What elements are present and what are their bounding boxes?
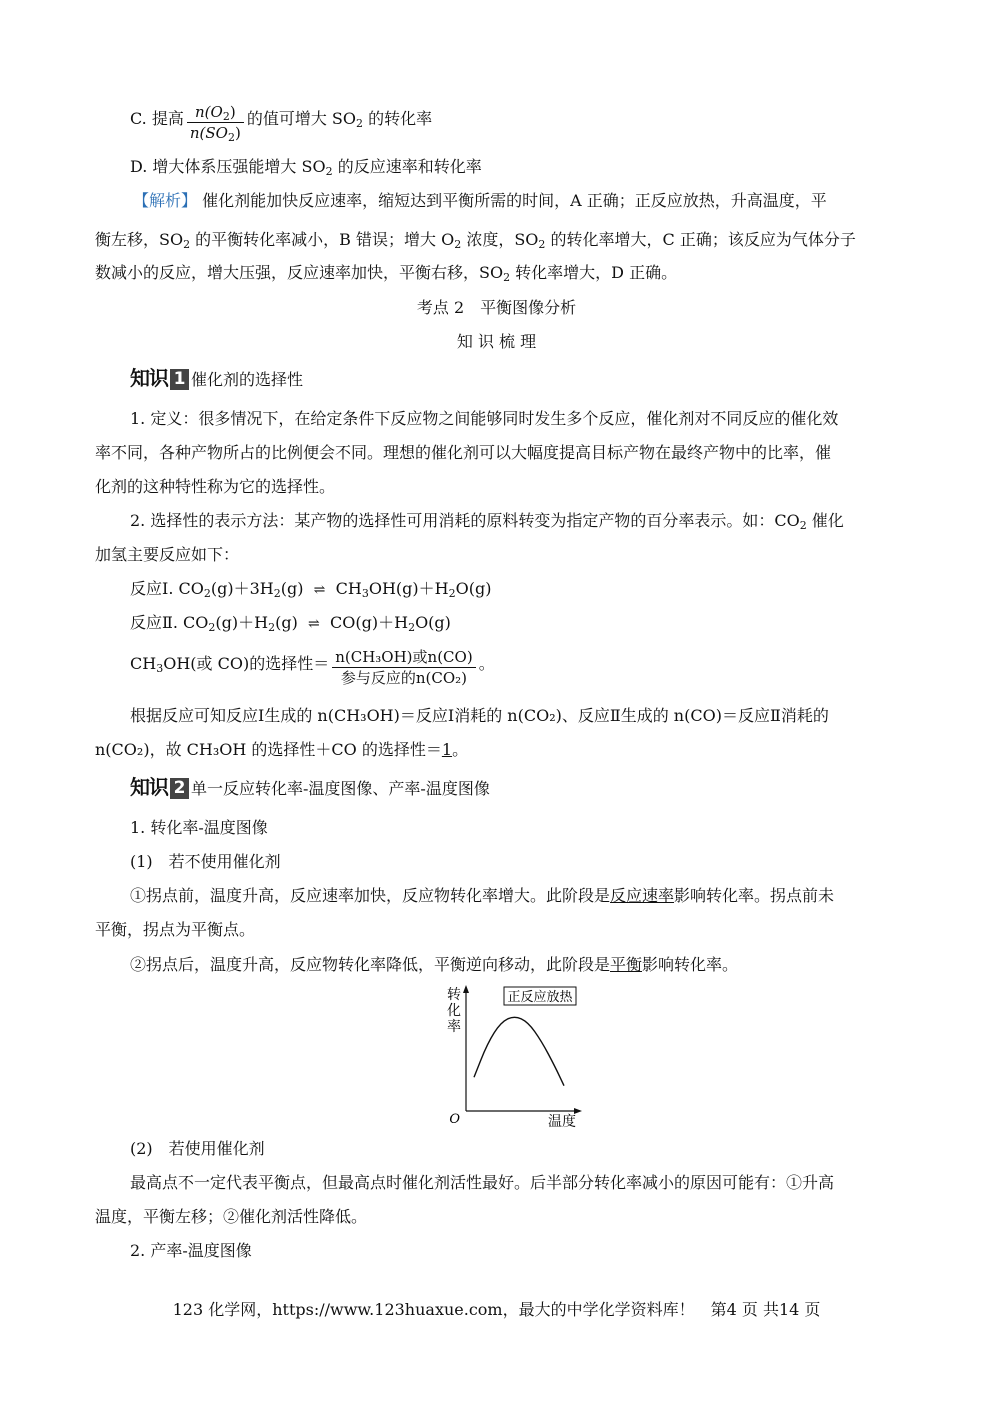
- x-axis-label: 温度: [548, 1114, 576, 1129]
- k1-p1-line-3: 化剂的这种特性称为它的选择性。: [95, 477, 336, 496]
- section-subtitle: 知 识 梳 理: [456, 332, 537, 351]
- k1-p1-line-1: 1. 定义：很多情况下，在给定条件下反应物之间能够同时发生多个反应，催化剂对不同反应的催化效: [130, 409, 839, 428]
- reaction-1: 反应Ⅰ. $CO_2(g)+3H_2(g)$ ⇌ $CH_3OH(g)+H_2O(g)$: [130, 579, 492, 600]
- fraction-numerator: $n(O_2)$: [187, 103, 244, 123]
- blank-equilibrium: 平衡: [610, 955, 643, 974]
- k2-s2: 2. 产率-温度图像: [130, 1241, 252, 1260]
- conversion-temperature-chart: [440, 983, 590, 1129]
- knowledge-badge-text: 知识: [130, 775, 168, 799]
- y-axis-label-1: 转: [447, 987, 461, 1003]
- series-line: [474, 1017, 564, 1085]
- option-c: C. 提高 $\frac{n(O_2)}{n(SO_2)}$ 的值可增大 $SO_2$ 的转化率: [130, 103, 433, 144]
- fraction-denominator: $n(SO_2)$: [189, 124, 241, 144]
- section-title: 考点 2 平衡图像分析: [416, 298, 577, 317]
- option-c-prefix: C. 提高: [130, 109, 184, 128]
- k1-p2-line-1: 2. 选择性的表示方法：某产物的选择性可用消耗的原料转变为指定产物的百分率表示。如：$CO_2$ 催化: [130, 511, 844, 532]
- analysis-line-2: 衡左移，$SO_2$ 的平衡转化率减小，B 错误；增大 $O_2$ 浓度，$SO_2$ 的转化率增大，C 正确；该反应为气体分子: [95, 230, 856, 251]
- blank-reaction-rate: 反应速率: [610, 886, 675, 905]
- selectivity-formula: $CH_3OH$(或 CO)的选择性＝ $\frac{\text{n(CH₃OH)或n(CO)}}{\text{参与反应的n(CO₂)}}$ 。: [130, 648, 495, 687]
- fraction-o2-so2: [187, 103, 244, 142]
- k2-s1-2: (2) 若使用催化剂: [130, 1139, 265, 1158]
- annotation-label: 正反应放热: [507, 990, 573, 1005]
- analysis-line-3: 数减小的反应，增大压强，反应速率加快，平衡右移，$SO_2$ 转化率增大，D 正确。: [95, 263, 678, 284]
- k2-c2: ②拐点后，温度升高，反应物转化率降低，平衡逆向移动，此阶段是平衡影响转化率。: [130, 955, 739, 974]
- knowledge-1-heading: [130, 366, 303, 390]
- option-c-suffix: 的值可增大 SO: [246, 109, 356, 128]
- knowledge-2-title: 单一反应转化率-温度图像、产率-温度图像: [191, 779, 490, 798]
- answer-blank: 1: [441, 740, 453, 759]
- k2-c1-line-2: 平衡，拐点为平衡点。: [95, 920, 256, 939]
- reaction-2: 反应Ⅱ. $CO_2(g)+H_2(g)$ ⇌ $CO(g)+H_2O(g)$: [130, 613, 451, 634]
- selectivity-denominator: 参与反应的n(CO₂): [340, 669, 468, 687]
- equilibrium-arrow-icon: ⇌: [308, 616, 320, 632]
- analysis-line-1: 【解析】 催化剂能加快反应速率，缩短达到平衡所需的时间，A 正确；正反应放热，升高温度，平: [133, 191, 827, 210]
- k2-s1-1: (1) 若不使用催化剂: [130, 852, 281, 871]
- page-footer: 123 化学网，https://www.123huaxue.com，最大的中学化学资料库！ 第4 页 共14 页: [172, 1300, 821, 1319]
- knowledge-badge-number: 2: [170, 778, 189, 799]
- k1-p1-line-2: 率不同，各种产物所占的比例便会不同。理想的催化剂可以大幅度提高目标产物在最终产物中的比率，催: [95, 443, 832, 462]
- k1-p3-line-2: n(CO₂)，故 CH₃OH 的选择性＋CO 的选择性＝1。: [95, 740, 469, 759]
- selectivity-fraction: [332, 648, 475, 687]
- knowledge-badge-number: 1: [170, 369, 189, 390]
- analysis-tag: 【解析】: [133, 191, 198, 210]
- k2-c1-line-1: ①拐点前，温度升高，反应速率加快，反应物转化率增大。此阶段是反应速率影响转化率。拐点前未: [130, 886, 835, 905]
- y-axis-label-3: 率: [447, 1019, 461, 1035]
- k1-p3-line-1: 根据反应可知反应Ⅰ生成的 n(CH₃OH)＝反应Ⅰ消耗的 n(CO₂)、反应Ⅱ生成的 n(CO)＝反应Ⅱ消耗的: [130, 706, 829, 725]
- knowledge-1-title: 催化剂的选择性: [191, 370, 304, 389]
- k2-p-line-1: 最高点不一定代表平衡点，但最高点时催化剂活性最好。后半部分转化率减小的原因可能有：①升高: [130, 1173, 835, 1192]
- equilibrium-arrow-icon: ⇌: [313, 582, 326, 598]
- selectivity-numerator: n(CH₃OH)或n(CO): [332, 648, 475, 668]
- k1-p2-line-2: 加氢主要反应如下：: [95, 545, 240, 564]
- y-axis-label-2: 化: [447, 1003, 461, 1019]
- k2-p-line-2: 温度，平衡左移；②催化剂活性降低。: [95, 1207, 368, 1226]
- k2-s1: 1. 转化率-温度图像: [130, 818, 268, 837]
- option-d: D. 增大体系压强能增大 $SO_2$ 的反应速率和转化率: [130, 157, 482, 178]
- knowledge-2-heading: [130, 775, 490, 799]
- knowledge-badge-text: 知识: [130, 366, 168, 390]
- origin-label: O: [449, 1112, 460, 1127]
- y-axis-arrow-icon: [463, 985, 469, 993]
